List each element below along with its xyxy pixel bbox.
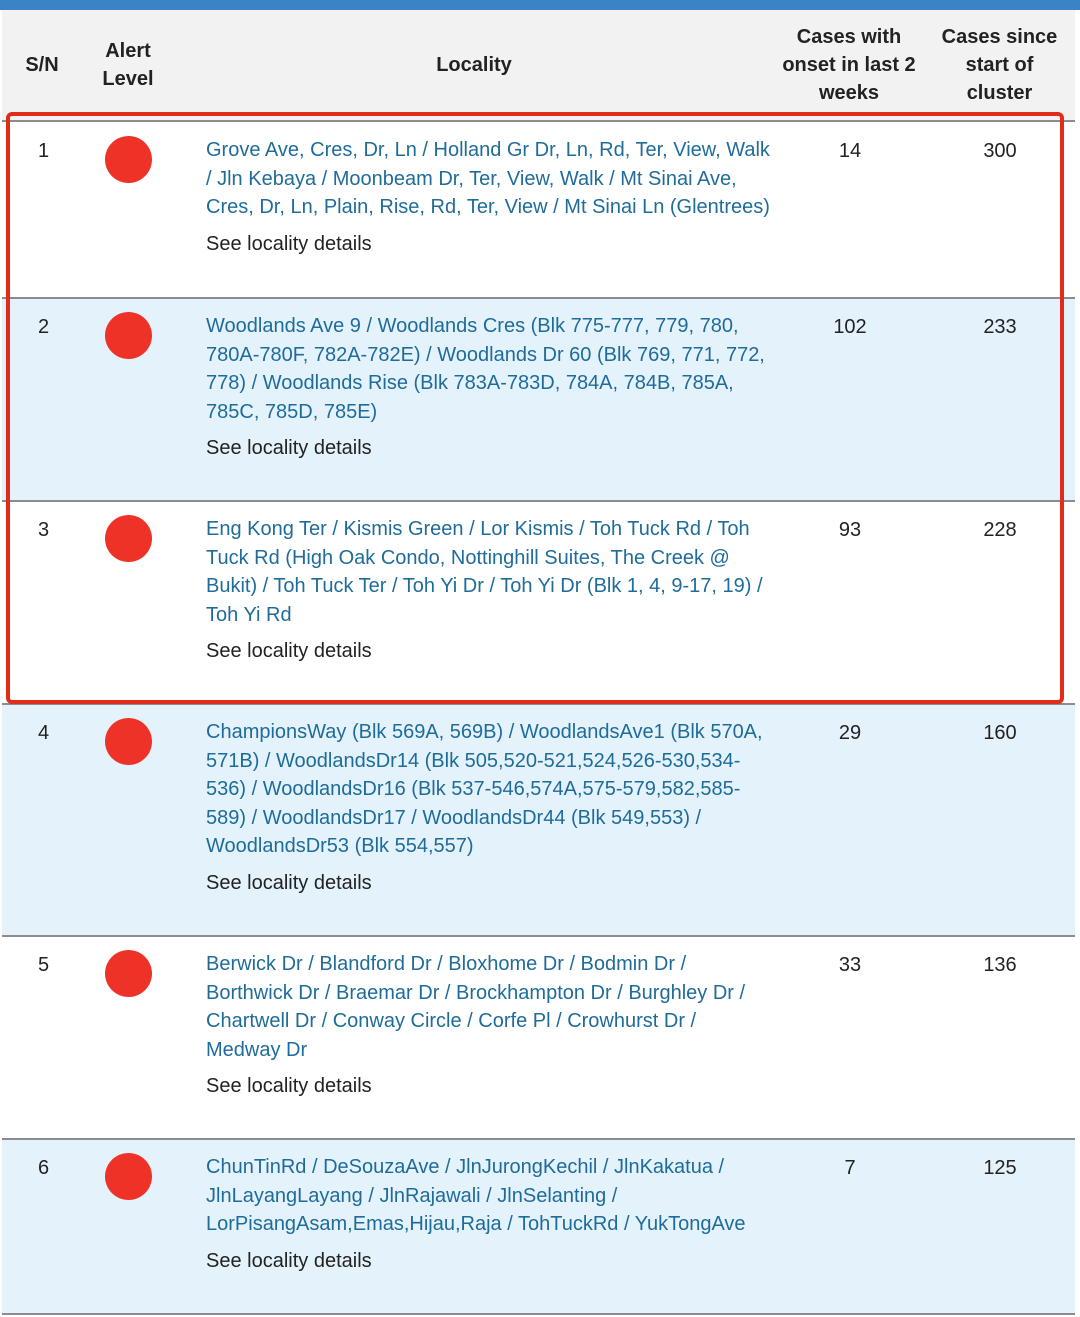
locality-cell	[206, 1153, 771, 1275]
header-cases-recent[interactable]: Cases with onset in last 2 weeks	[782, 26, 916, 104]
see-locality-details-link[interactable]: See locality details	[206, 437, 372, 459]
locality-link[interactable]: Eng Kong Ter / Kismis Green / Lor Kismis / Toh Tuck Rd / Toh Tuck Rd (High Oak Condo, Nottinghill Suites, The Creek @ Bukit) / Toh Tuck Ter / Toh Yi Dr / Toh Yi Dr (Blk 1, 4, 9-17, 19) / Toh Yi Rd	[206, 518, 763, 626]
row-sn: 4	[38, 722, 50, 744]
locality-cell	[206, 515, 771, 666]
table-row	[2, 122, 1075, 299]
locality-link[interactable]: Berwick Dr / Blandford Dr / Bloxhome Dr / Bodmin Dr / Borthwick Dr / Braemar Dr / Brockhampton Dr / Burghley Dr / Chartwell Dr / Conway Circle / Corfe Pl / Crowhurst Dr / Medway Dr	[206, 953, 746, 1061]
cases-recent-value: 93	[838, 519, 862, 541]
header-alert-level[interactable]: Alert Level	[102, 40, 154, 90]
cases-recent-value: 102	[833, 316, 867, 338]
locality-link[interactable]: ChampionsWay (Blk 569A, 569B) / WoodlandsAve1 (Blk 570A, 571B) / WoodlandsDr14 (Blk 505,520-521,524,526-530,534-536) / WoodlandsDr16 (Blk 537-546,574A,575-579,582,585-589) / WoodlandsDr17 / WoodlandsDr44 (Blk 549,553) / WoodlandsDr53 (Blk 554,557)	[206, 721, 763, 857]
alert-level-red-dot-icon	[105, 136, 152, 183]
alert-level-red-dot-icon	[105, 312, 152, 359]
locality-link[interactable]: Woodlands Ave 9 / Woodlands Cres (Blk 775-777, 779, 780, 780A-780F, 782A-782E) / Woodlands Dr 60 (Blk 769, 771, 772, 778) / Woodlands Rise (Blk 783A-783D, 784A, 784B, 785A, 785C, 785D, 785E)	[206, 315, 765, 423]
cases-total-value: 160	[983, 722, 1017, 744]
table-row	[2, 1140, 1075, 1315]
row-sn: 2	[38, 316, 50, 338]
locality-link[interactable]: Grove Ave, Cres, Dr, Ln / Holland Gr Dr, Ln, Rd, Ter, View, Walk / Jln Kebaya / Moonbeam Dr, Ter, View, Walk / Mt Sinai Ave, Cres, Dr, Ln, Plain, Rise, Rd, Ter, View / Mt Sinai Ln (Glentrees)	[206, 139, 770, 218]
cases-total-value: 125	[983, 1157, 1017, 1179]
cases-recent-value: 7	[844, 1157, 856, 1179]
see-locality-details-link[interactable]: See locality details	[206, 232, 372, 255]
cases-total-value: 228	[983, 519, 1017, 541]
locality-cell	[206, 136, 771, 258]
cases-total-value: 233	[983, 316, 1017, 338]
see-locality-details-link[interactable]: See locality details	[206, 1249, 372, 1272]
cases-total-value: 136	[983, 954, 1017, 976]
table-row	[2, 705, 1075, 937]
header-locality[interactable]: Locality	[436, 54, 512, 76]
row-sn: 1	[38, 140, 50, 162]
alert-level-red-dot-icon	[105, 718, 152, 765]
cases-total-value: 300	[983, 140, 1017, 162]
cases-recent-value: 29	[838, 722, 862, 744]
table-row	[2, 502, 1075, 705]
alert-level-red-dot-icon	[105, 1153, 152, 1200]
locality-link[interactable]: ChunTinRd / DeSouzaAve / JlnJurongKechil / JlnKakatua / JlnLayangLayang / JlnRajawali / JlnSelanting / LorPisangAsam,Emas,Hijau,Raja / TohTuckRd / YukTongAve	[206, 1156, 746, 1235]
header-sn[interactable]: S/N	[25, 54, 59, 76]
alert-level-red-dot-icon	[105, 515, 152, 562]
header-cases-total[interactable]: Cases since start of cluster	[941, 26, 1058, 104]
see-locality-details-link[interactable]: See locality details	[206, 640, 372, 662]
see-locality-details-link[interactable]: See locality details	[206, 871, 372, 894]
row-sn: 6	[38, 1157, 50, 1179]
see-locality-details-link[interactable]: See locality details	[206, 1075, 372, 1097]
cases-recent-value: 14	[838, 140, 862, 162]
table-row	[2, 299, 1075, 502]
locality-cell	[206, 718, 771, 897]
alert-level-red-dot-icon	[105, 950, 152, 997]
table-header	[2, 10, 1075, 122]
locality-cell	[206, 312, 771, 463]
cases-recent-value: 33	[838, 954, 862, 976]
row-sn: 3	[38, 519, 50, 541]
row-sn: 5	[38, 954, 50, 976]
locality-cell	[206, 950, 771, 1101]
top-accent-bar	[0, 0, 1080, 10]
table-row	[2, 937, 1075, 1140]
